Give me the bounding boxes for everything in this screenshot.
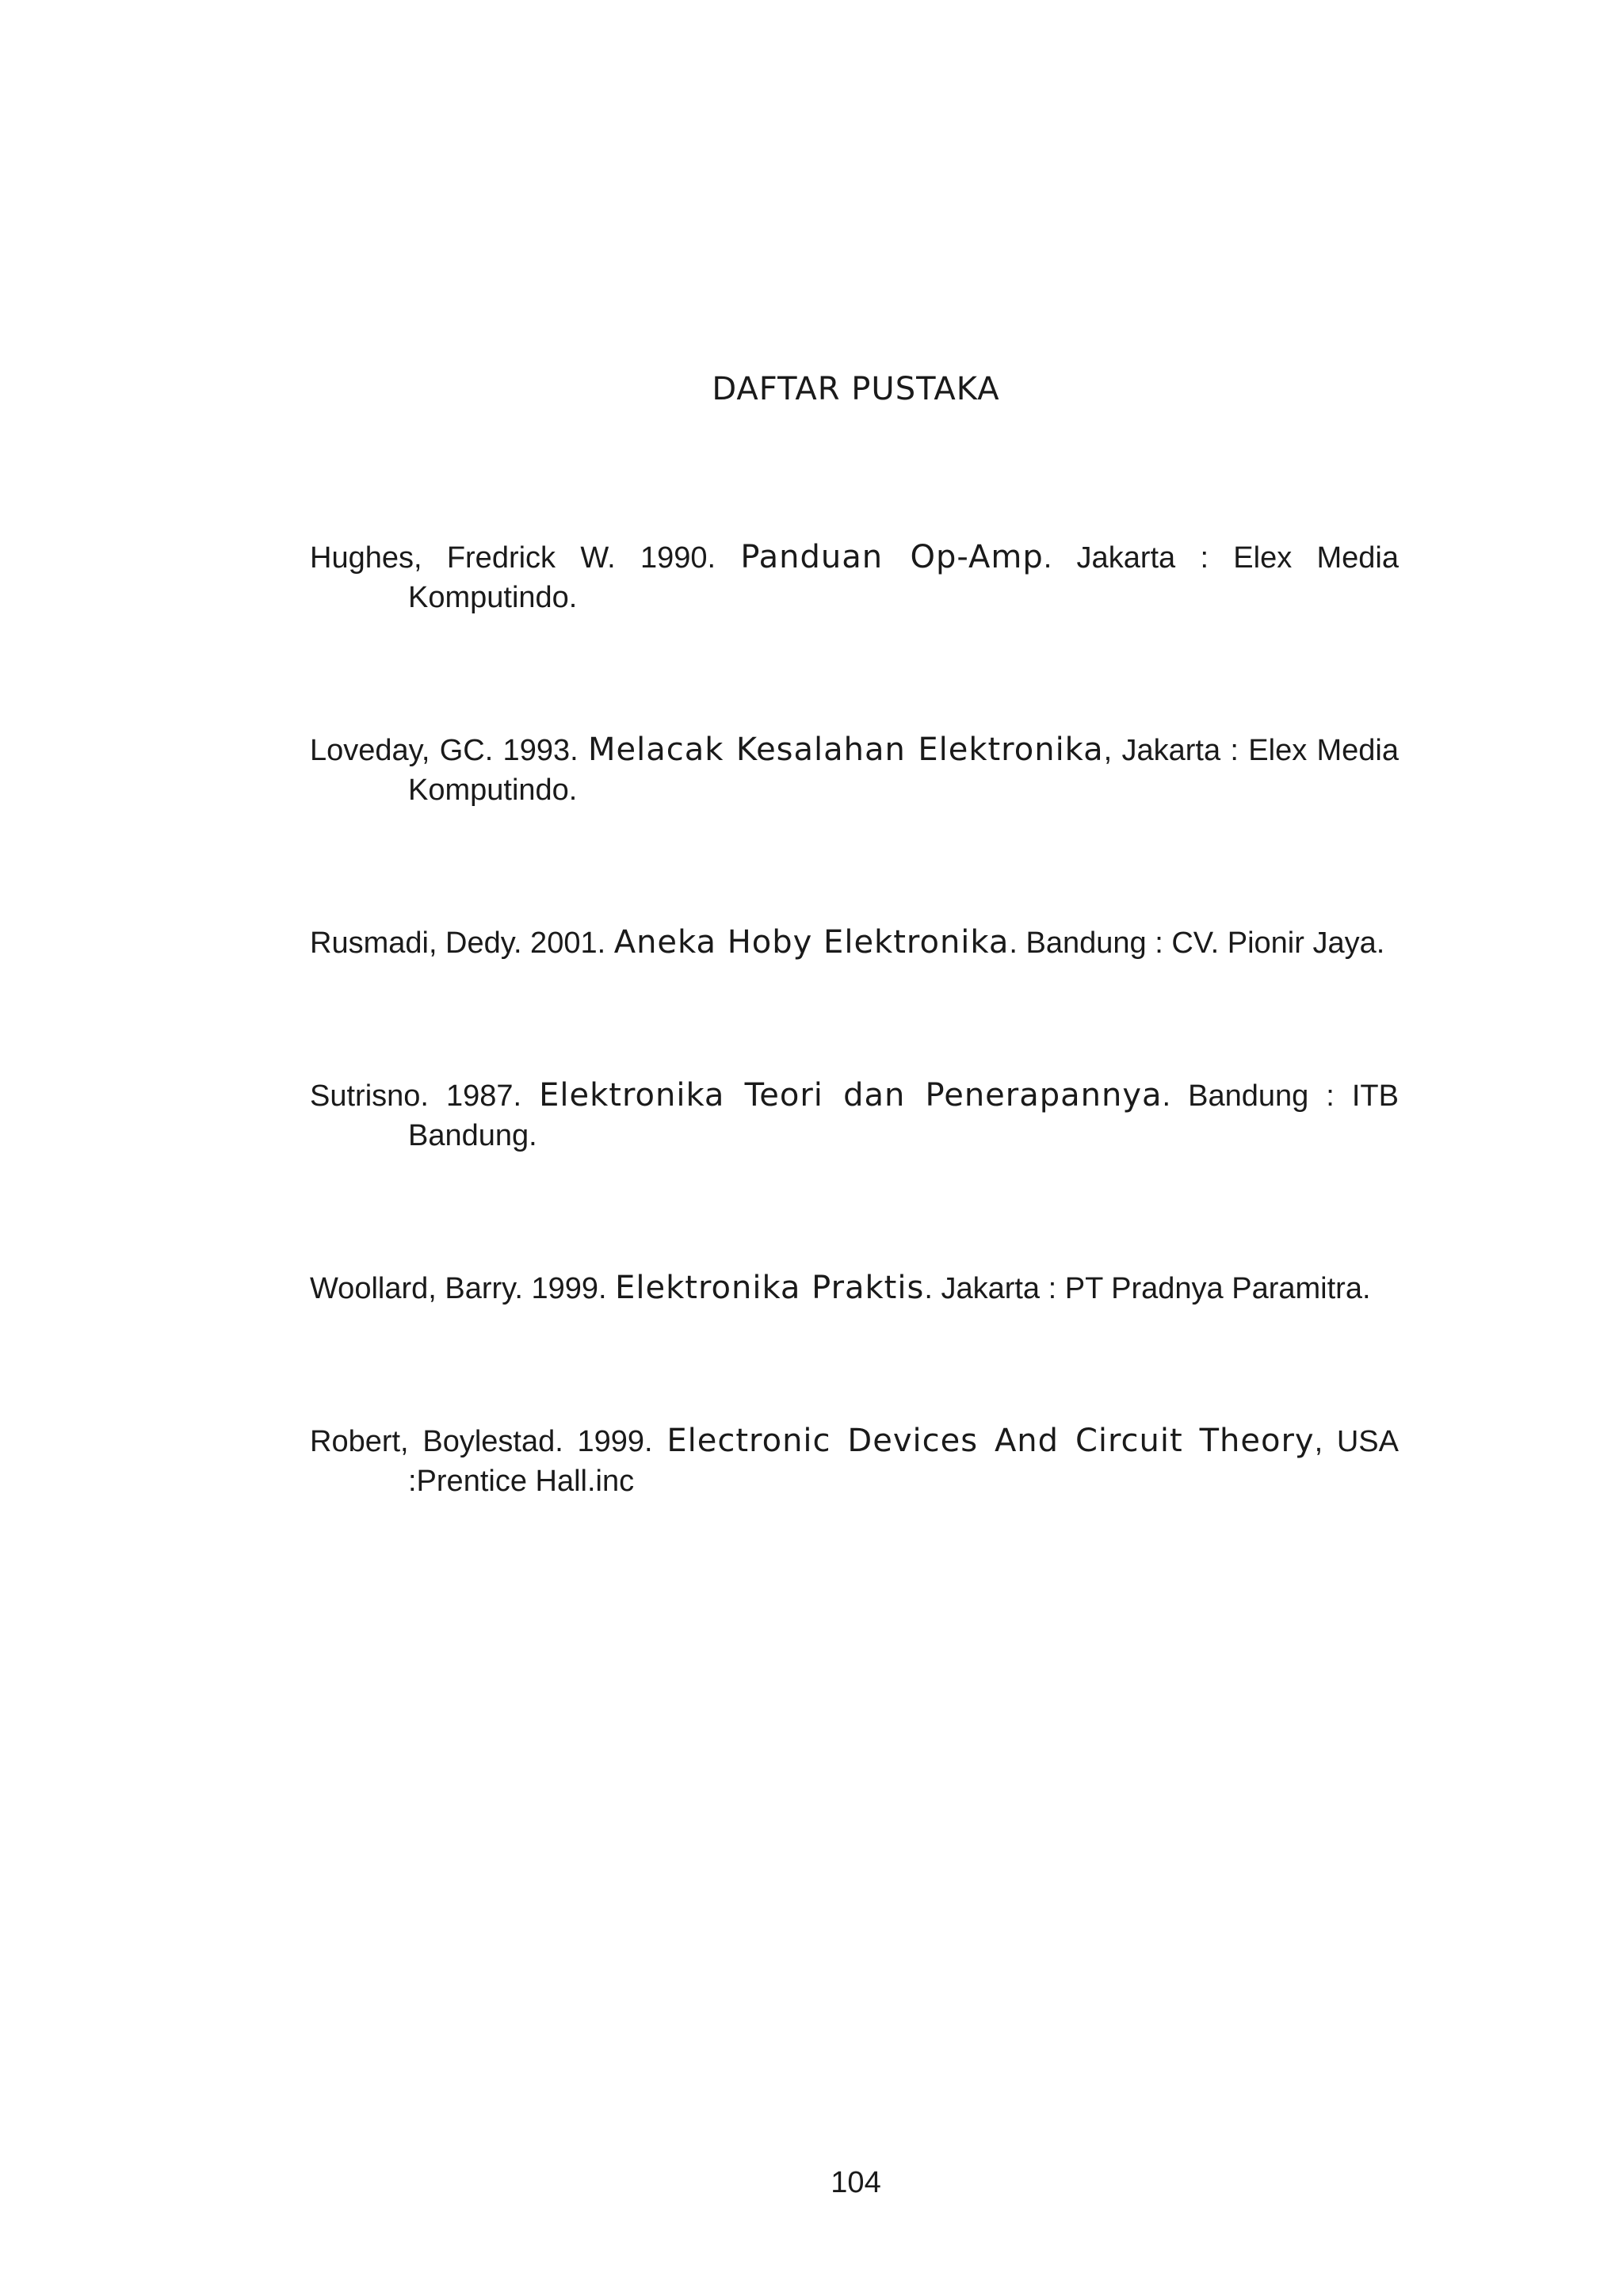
reference-publisher: . Jakarta : Elex Media Komputindo. [408,541,1400,614]
reference-publisher: . Bandung : ITB Bandung. [408,1079,1399,1152]
reference-work-title: Elektronika Teori dan Penerapannya [539,1077,1163,1114]
reference-entry [310,730,1399,810]
reference-author-year: Sutrisno. 1987. [310,1079,540,1113]
reference-work-title: Panduan Op-Amp [740,539,1044,575]
reference-author-year: Woollard, Barry. 1999. [310,1272,616,1305]
reference-work-title: Electronic Devices And Circuit Theory [666,1423,1315,1459]
reference-publisher: . Jakarta : PT Pradnya Paramitra. [924,1272,1371,1305]
reference-publisher: . Bandung : CV. Pionir Jaya. [1009,926,1385,960]
page-title: DAFTAR PUSTAKA [712,371,1000,407]
reference-entry [310,923,1399,963]
reference-author-year: Hughes, Fredrick W. 1990. [310,541,741,575]
reference-work-title: Melacak Kesalahan Elektronika [587,732,1104,768]
reference-work-title: Elektronika Praktis [615,1270,925,1306]
reference-entry [310,537,1399,617]
reference-publisher: , Jakarta : Elex Media Komputindo. [408,734,1400,807]
reference-author-year: Loveday, GC. 1993. [310,734,588,767]
reference-publisher: , USA :Prentice Hall.inc [408,1425,1400,1498]
reference-author-year: Robert, Boylestad. 1999. [310,1425,667,1458]
reference-entry [310,1075,1399,1156]
reference-author-year: Rusmadi, Dedy. 2001. [310,926,614,960]
reference-list [310,537,1399,1614]
reference-work-title: Aneka Hoby Elektronika [613,924,1010,961]
reference-entry [310,1268,1399,1308]
reference-entry [310,1421,1399,1501]
page-number: 104 [831,2166,881,2199]
